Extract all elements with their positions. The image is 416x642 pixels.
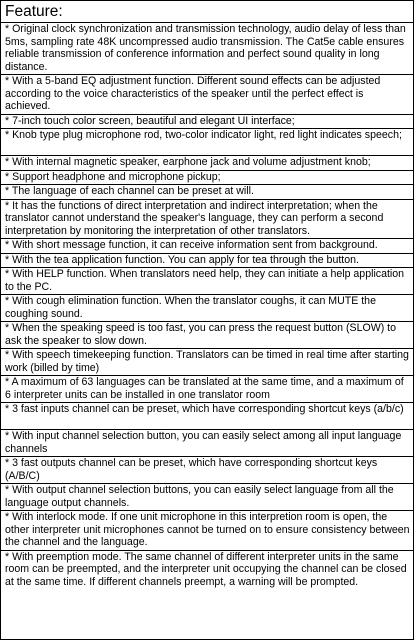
feature-row: * With the tea application function. You can apply for tea through the button. xyxy=(1,254,413,269)
feature-row: * With speech timekeeping function. Translators can be timed in real time after starting work (billed by time) xyxy=(1,349,413,376)
feature-row: * With HELP function. When translators need help, they can initiate a help application to the PC. xyxy=(1,268,413,295)
feature-row: * With input channel selection button, you can easily select among all input language channels xyxy=(1,430,413,457)
feature-row: * 3 fast outputs channel can be preset, which have corresponding shortcut keys (A/B/C) xyxy=(1,457,413,484)
feature-row: * It has the functions of direct interpretation and indirect interpretation; when the translator cannot understand the speaker's language, they can perform a second interpretation by monitoring the interpretation of other translators. xyxy=(1,200,413,240)
feature-row: * A maximum of 63 languages can be translated at the same time, and a maximum of 6 interpreter units can be installed in one translator room xyxy=(1,376,413,403)
feature-row: * With cough elimination function. When the translator coughs, it can MUTE the coughing sound. xyxy=(1,295,413,322)
feature-row: * Knob type plug microphone rod, two-color indicator light, red light indicates speech; xyxy=(1,129,413,156)
feature-row: * With short message function, it can receive information sent from background. xyxy=(1,239,413,254)
feature-row: * Support headphone and microphone pickup; xyxy=(1,171,413,186)
feature-row: * When the speaking speed is too fast, you can press the request button (SLOW) to ask the speaker to slow down. xyxy=(1,322,413,349)
feature-row: * 3 fast inputs channel can be preset, which have corresponding shortcut keys (a/b/c) xyxy=(1,403,413,430)
feature-row: * The language of each channel can be preset at will. xyxy=(1,185,413,200)
feature-row: * Original clock synchronization and transmission technology, audio delay of less than 5ms, sampling rate 48K uncompressed audio transmission. The Cat5e cable ensures reliable transmission of conference information and perfect sound quality in long distance. xyxy=(1,23,413,75)
feature-row: * With a 5-band EQ adjustment function. Different sound effects can be adjusted according to the voice characteristics of the speaker until the perfect effect is achieved. xyxy=(1,75,413,115)
section-title: Feature: xyxy=(1,1,413,23)
feature-row: * With output channel selection buttons, you can easily select language from all the language output channels. xyxy=(1,484,413,511)
feature-row: * With interlock mode. If one unit microphone in this interpretion room is open, the other interpreter unit microphones cannot be turned on to ensure consistency between the channel and the language. xyxy=(1,511,413,551)
feature-list xyxy=(1,23,413,603)
feature-row: * With internal magnetic speaker, earphone jack and volume adjustment knob; xyxy=(1,156,413,171)
feature-row: * 7-inch touch color screen, beautiful and elegant UI interface; xyxy=(1,115,413,130)
feature-row: * With preemption mode. The same channel of different interpreter units in the same room can be preempted, and the interpreter unit occupying the channel can be closed at the same time. If different channels preempt, a warning will be prompted. xyxy=(5,550,407,588)
